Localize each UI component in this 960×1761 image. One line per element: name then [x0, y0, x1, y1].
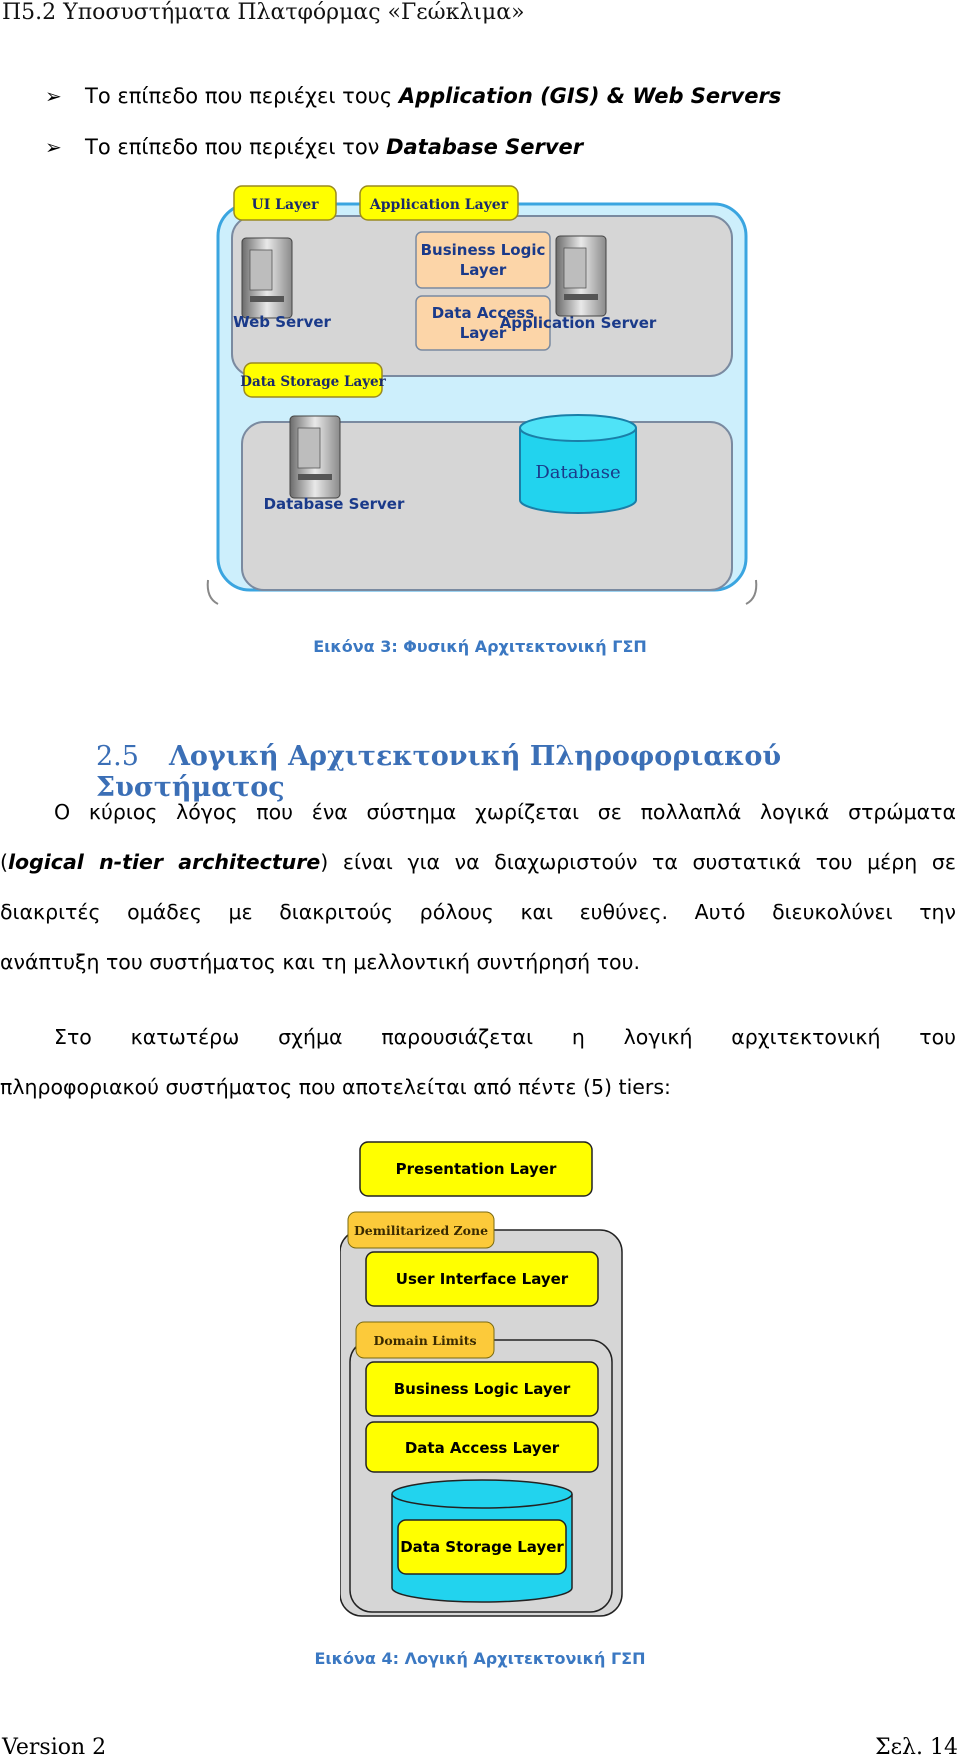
section-title: Λογική Αρχιτεκτονική Πληροφοριακού Συστήματος	[96, 741, 782, 803]
application-server-icon	[556, 236, 606, 316]
figure-4-caption: Εικόνα 4: Λογική Αρχιτεκτονική ΓΣΠ	[314, 1649, 646, 1668]
section-number: 2.5	[96, 741, 139, 772]
database-server-label: Database Server	[263, 495, 405, 513]
document-header: Π5.2 Υποσυστήματα Πλατφόρμας «Γεώκλιμα»	[2, 0, 525, 25]
arrow-bullet-icon: ➢	[45, 84, 62, 108]
application-server-label: Application Server	[499, 314, 657, 332]
business-logic-label: Business Logic	[420, 241, 546, 259]
footer-page-number: Σελ. 14	[875, 1735, 958, 1760]
application-layer-label: Application Layer	[369, 197, 509, 213]
presentation-layer-label: Presentation Layer	[395, 1160, 557, 1178]
bullet-item: ➢ Το επίπεδο που περιέχει τους Application (GIS) & Web Servers	[45, 84, 782, 108]
user-interface-layer-label: User Interface Layer	[395, 1270, 569, 1288]
physical-architecture-diagram	[200, 180, 760, 616]
figure-3-caption: Εικόνα 3: Φυσική Αρχιτεκτονική ΓΣΠ	[313, 637, 647, 656]
ui-layer-label: UI Layer	[251, 197, 319, 213]
web-server-label: Web Server	[233, 313, 331, 331]
logical-architecture-diagram	[340, 1138, 630, 1620]
business-logic-label-2: Layer	[459, 261, 507, 279]
business-logic-layer-label: Business Logic Layer	[393, 1380, 571, 1398]
footer-version: Version 2	[2, 1735, 107, 1760]
paragraph-1: Ο κύριος λόγος που ένα σύστημα χωρίζεται σε πολλαπλά λογικά στρώματα (logical n-tier architecture) είναι για να διαχωριστούν τα συστατικά του μέρη σε διακριτές ομάδες με διακριτούς ρόλους και ευθύνες. Αυτό διευκολύνει την ανάπτυξη του συστήματος και τη μελλοντική συντήρησή του.	[0, 800, 956, 974]
dmz-label: Demilitarized Zone	[353, 1223, 489, 1238]
data-access-label-2: Layer	[459, 324, 507, 342]
arrow-bullet-icon: ➢	[45, 135, 62, 159]
paragraph-2: Στο κατωτέρω σχήμα παρουσιάζεται η λογική αρχιτεκτονική του πληροφοριακού συστήματος που αποτελείται από πέντε (5) tiers:	[0, 1025, 956, 1099]
data-access-layer-label: Data Access Layer	[404, 1439, 560, 1457]
database-label: Database	[535, 462, 621, 483]
data-storage-layer-label: Data Storage Layer	[400, 1538, 564, 1556]
data-access-label: Data Access	[431, 304, 535, 322]
data-storage-layer-label: Data Storage Layer	[240, 374, 386, 390]
web-server-icon	[242, 238, 292, 318]
database-server-icon	[290, 416, 340, 498]
bullet-item: ➢ Το επίπεδο που περιέχει τον Database Server	[45, 135, 584, 159]
domain-limits-label: Domain Limits	[373, 1333, 477, 1348]
